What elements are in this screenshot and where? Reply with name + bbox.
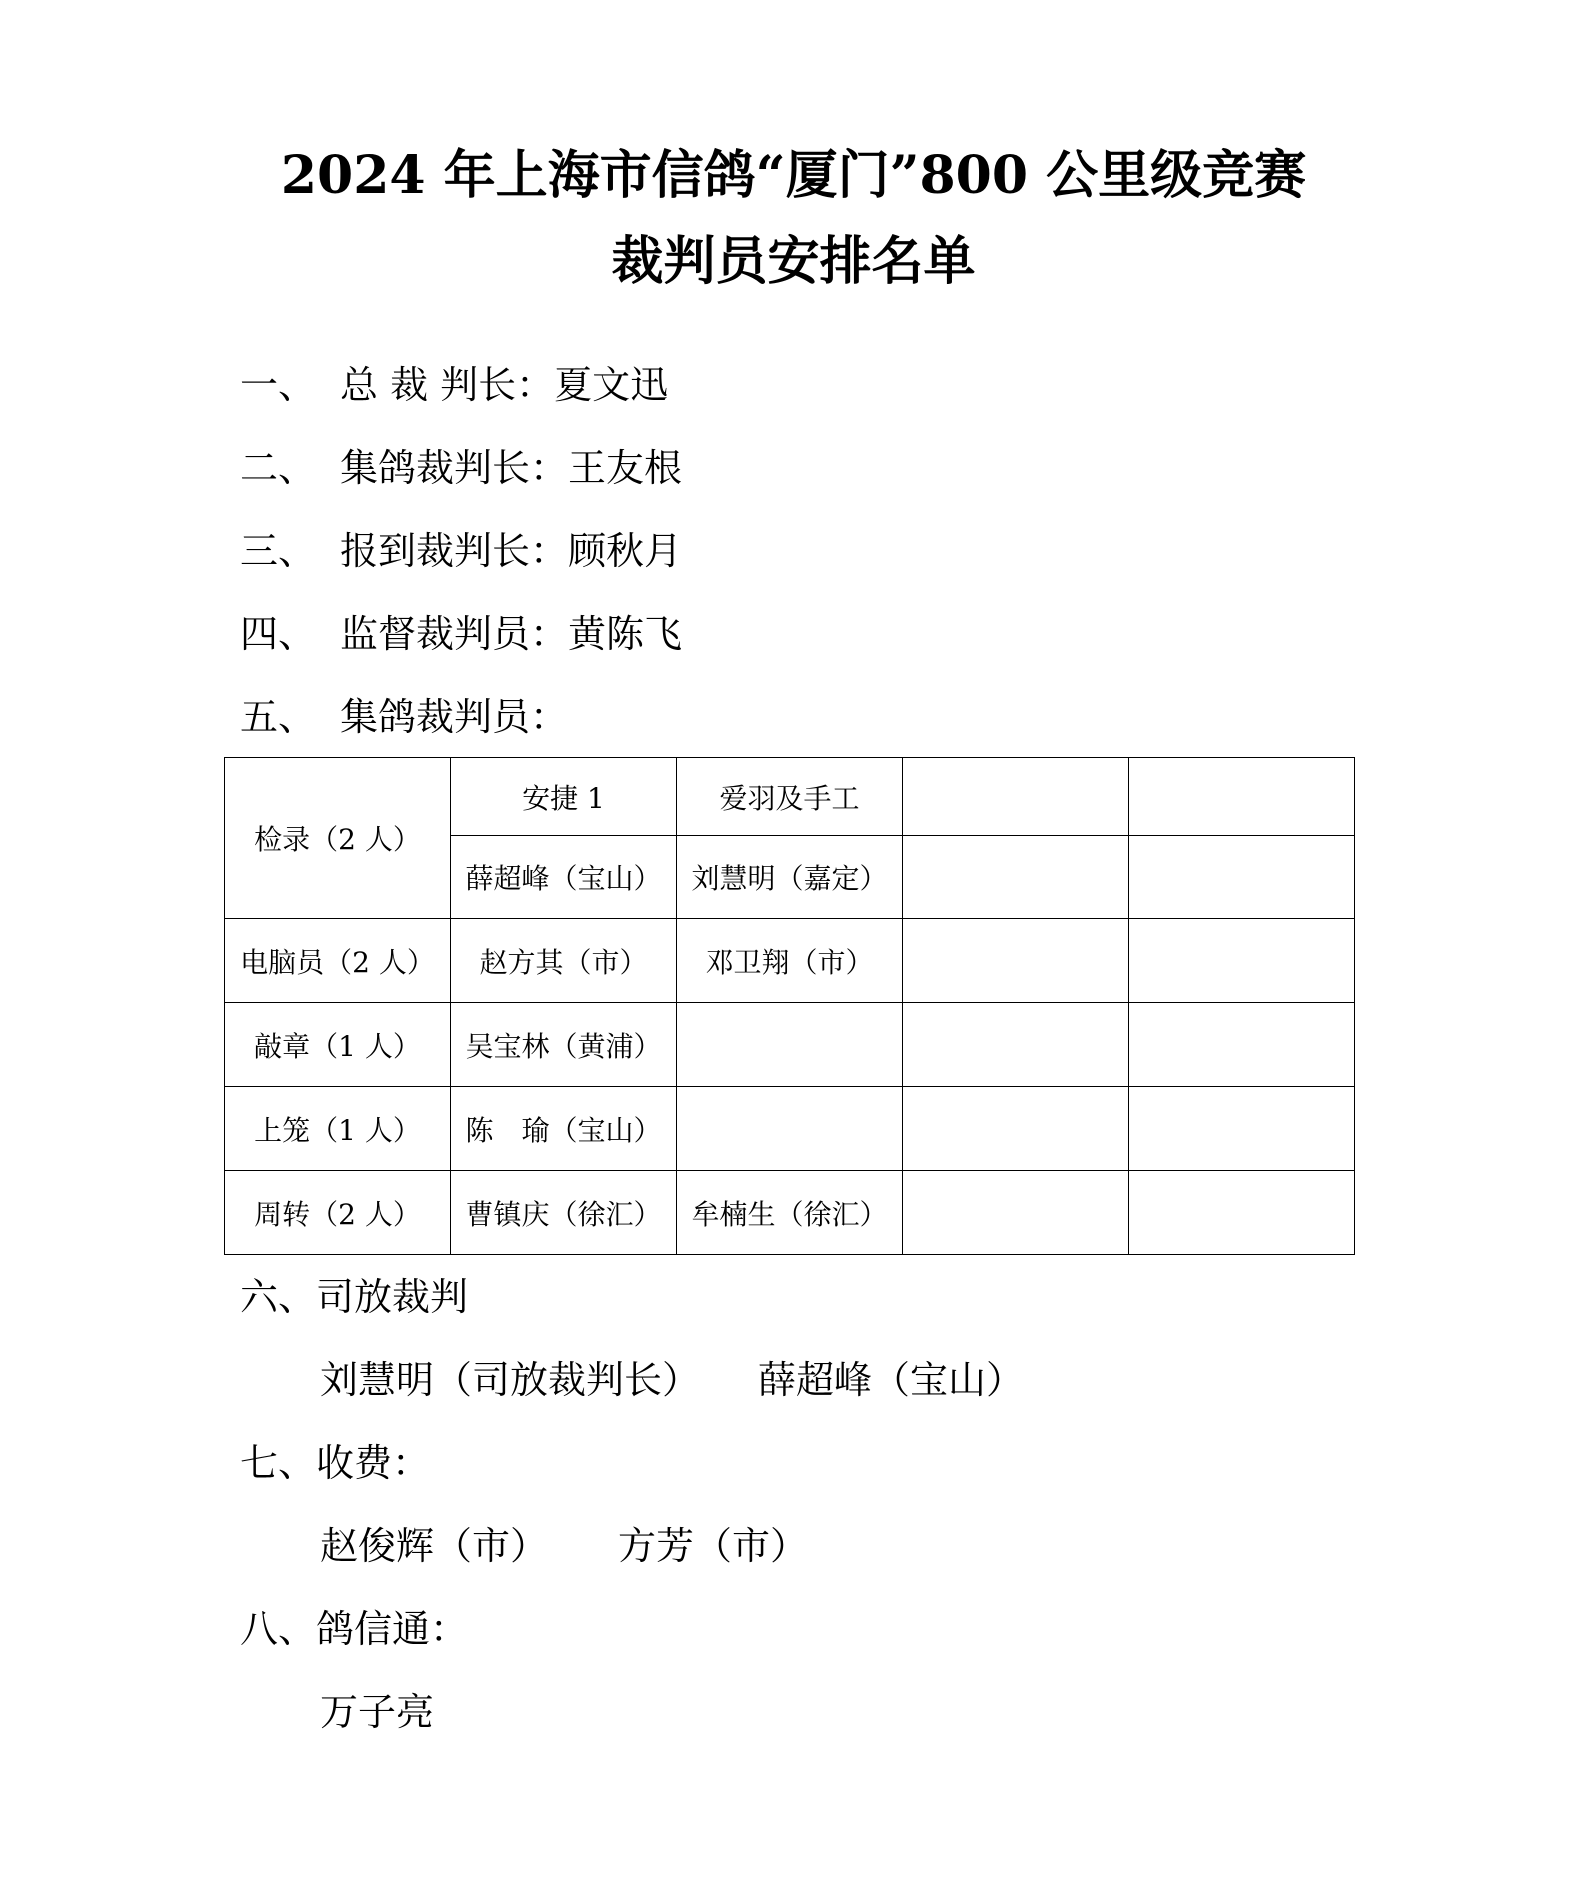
table-cell-role: 电脑员（2 人） bbox=[225, 919, 451, 1003]
role-index: 二、 bbox=[240, 446, 317, 490]
table-row bbox=[225, 758, 1355, 836]
table-cell-person: 赵方其（市） bbox=[451, 919, 677, 1003]
table-cell-empty bbox=[903, 919, 1129, 1003]
section7-person: 赵俊辉（市） bbox=[320, 1524, 549, 1568]
table-cell-header: 安捷 1 bbox=[451, 758, 677, 836]
table-cell-person bbox=[677, 1087, 903, 1171]
table-cell-person: 薛超峰（宝山） bbox=[451, 836, 677, 919]
table-row bbox=[225, 1087, 1355, 1171]
role-index: 五、 bbox=[240, 695, 317, 739]
table-row bbox=[225, 919, 1355, 1003]
document-subtitle: 裁判员安排名单 bbox=[611, 231, 976, 292]
referee-table bbox=[224, 757, 1355, 1255]
table-cell-empty bbox=[903, 758, 1129, 836]
section7-person: 方芳（市） bbox=[618, 1524, 809, 1568]
table-cell-empty bbox=[1129, 919, 1355, 1003]
role-label: 监督裁判员：黄陈飞 bbox=[340, 612, 683, 656]
table-cell-person bbox=[677, 1003, 903, 1087]
table-cell-person: 曹镇庆（徐汇） bbox=[451, 1171, 677, 1255]
table-cell-empty bbox=[1129, 1087, 1355, 1171]
table-cell-role: 上笼（1 人） bbox=[225, 1087, 451, 1171]
table-cell-empty bbox=[1129, 836, 1355, 919]
table-cell-empty bbox=[903, 1087, 1129, 1171]
table-cell-role: 敲章（1 人） bbox=[225, 1003, 451, 1087]
role-index: 三、 bbox=[240, 529, 317, 573]
role-index: 四、 bbox=[240, 612, 317, 656]
role-index: 一、 bbox=[240, 363, 317, 407]
role-name: 夏文迅 bbox=[554, 363, 669, 407]
role-name: 顾秋月 bbox=[568, 529, 683, 573]
table-cell-role: 检录（2 人） bbox=[225, 758, 451, 919]
table-row bbox=[225, 1003, 1355, 1087]
role-label: 集鸽裁判长：王友根 bbox=[340, 446, 683, 490]
table-cell-role: 周转（2 人） bbox=[225, 1171, 451, 1255]
table-cell-empty bbox=[1129, 1003, 1355, 1087]
role-label: 总 裁 判长：夏文迅 bbox=[340, 363, 669, 407]
role-name: 黄陈飞 bbox=[568, 612, 683, 656]
section8-person: 万子亮 bbox=[320, 1690, 435, 1734]
table-cell-empty bbox=[1129, 1171, 1355, 1255]
table-cell-person: 陈 瑜（宝山） bbox=[451, 1087, 677, 1171]
table-cell-person: 刘慧明（嘉定） bbox=[677, 836, 903, 919]
table-cell-person: 牟楠生（徐汇） bbox=[677, 1171, 903, 1255]
section6-person: 薛超峰（宝山） bbox=[758, 1358, 1025, 1402]
document-title: 2024 年上海市信鸽“厦门”800 公里级竞赛 bbox=[280, 145, 1307, 206]
section6-person: 刘慧明（司放裁判长） bbox=[320, 1358, 701, 1402]
table-cell-empty bbox=[903, 1003, 1129, 1087]
table-cell-empty bbox=[903, 1171, 1129, 1255]
section6-heading: 六、司放裁判 bbox=[240, 1275, 469, 1319]
table-cell-header: 爱羽及手工 bbox=[677, 758, 903, 836]
table-cell-person: 邓卫翔（市） bbox=[677, 919, 903, 1003]
role-label: 报到裁判长：顾秋月 bbox=[340, 529, 683, 573]
table-row bbox=[225, 1171, 1355, 1255]
section7-heading: 七、收费： bbox=[240, 1441, 431, 1485]
role-label: 集鸽裁判员： bbox=[340, 695, 569, 739]
role-name: 王友根 bbox=[568, 446, 683, 490]
table-cell-empty bbox=[903, 836, 1129, 919]
table-cell-person: 吴宝林（黄浦） bbox=[451, 1003, 677, 1087]
section8-heading: 八、鸽信通： bbox=[240, 1607, 469, 1651]
table-cell-empty bbox=[1129, 758, 1355, 836]
